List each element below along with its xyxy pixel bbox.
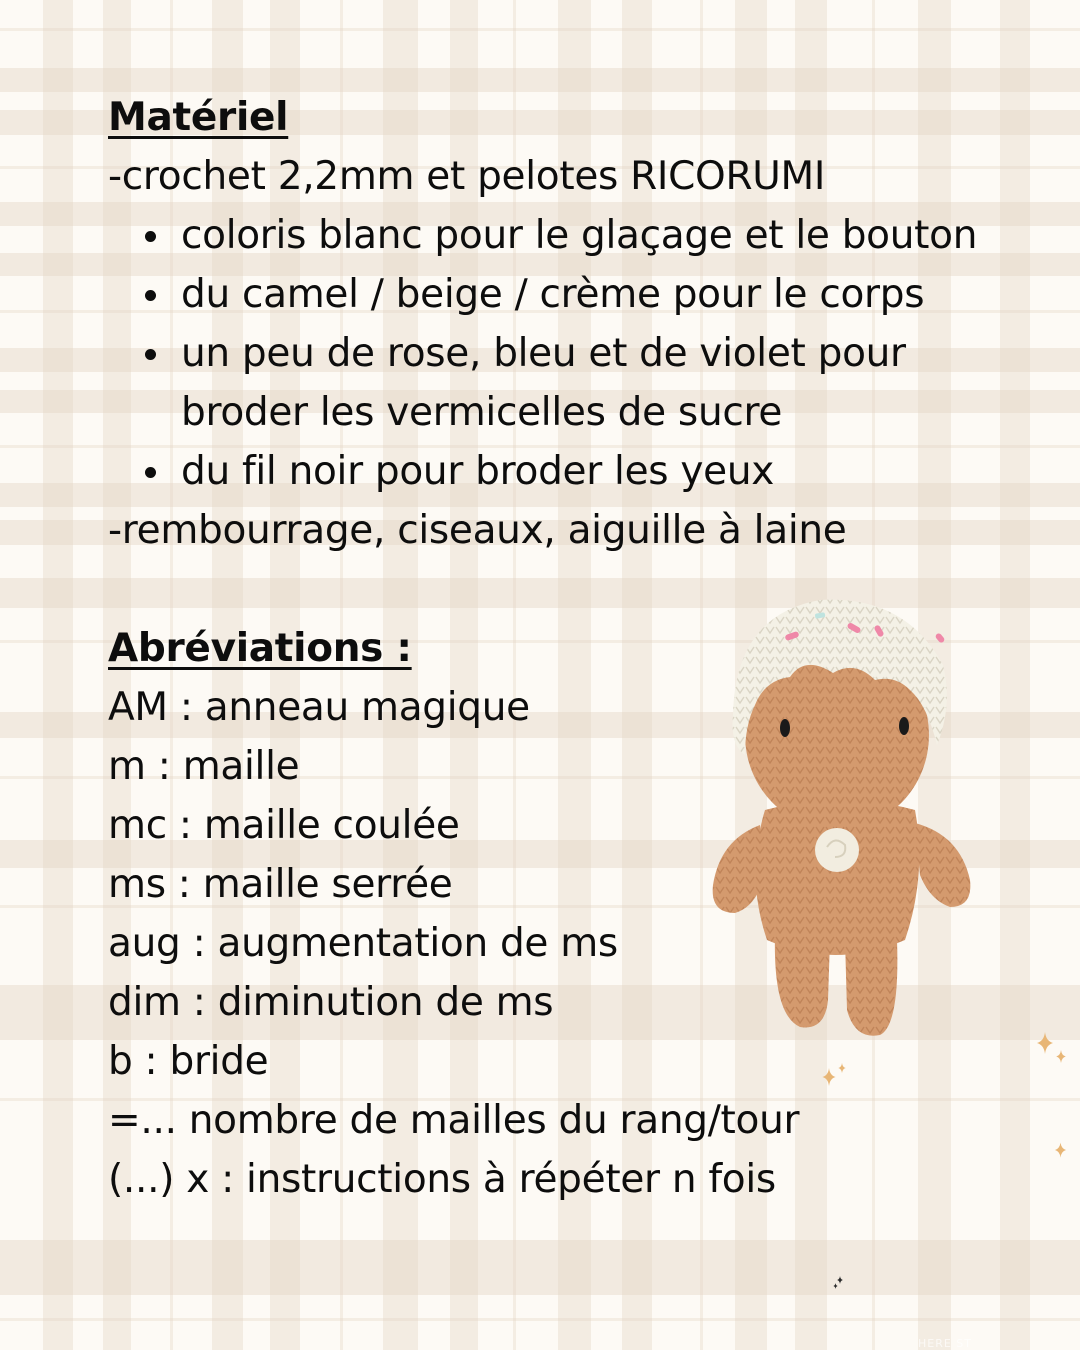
pattern-text — [108, 88, 1008, 1209]
abbreviation-item: mc : maille coulée — [108, 803, 460, 848]
list-item: du fil noir pour broder les yeux — [181, 442, 1008, 501]
abbreviation-item: =... nombre de mailles du rang/tour — [108, 1098, 800, 1143]
sparkle-icon — [833, 1283, 838, 1289]
abbreviation-item: (...) x : instructions à répéter n fois — [108, 1157, 776, 1202]
abbreviation-item: m : maille — [108, 744, 300, 789]
abbreviation-item: dim : diminution de ms — [108, 980, 554, 1025]
list-item: un peu de rose, bleu et de violet pour broder les vermicelles de sucre — [181, 324, 1008, 442]
tools-line: -rembourrage, ciseaux, aiguille à laine — [108, 508, 847, 553]
materiel-heading: Matériel — [108, 95, 289, 140]
abreviations-section — [108, 619, 1008, 1209]
list-item: du camel / beige / crème pour le corps — [181, 265, 1008, 324]
materiel-section — [108, 88, 1008, 560]
abbreviation-item: b : bride — [108, 1039, 269, 1084]
sparkle-icon — [1037, 1032, 1053, 1054]
hook-line: -crochet 2,2mm et pelotes RICORUMI — [108, 154, 826, 199]
sparkle-icon — [1055, 1142, 1066, 1158]
abbreviation-item: aug : augmentation de ms — [108, 921, 618, 966]
list-item: coloris blanc pour le glaçage et le bouton — [181, 206, 1008, 265]
abbreviation-item: ms : maille serrée — [108, 862, 453, 907]
sparkle-icon — [1056, 1050, 1066, 1063]
abreviations-heading: Abréviations : — [108, 626, 412, 671]
watermark-text: HERE ST — [918, 1337, 973, 1350]
yarn-color-list — [108, 206, 1008, 501]
abbreviation-item: AM : anneau magique — [108, 685, 530, 730]
